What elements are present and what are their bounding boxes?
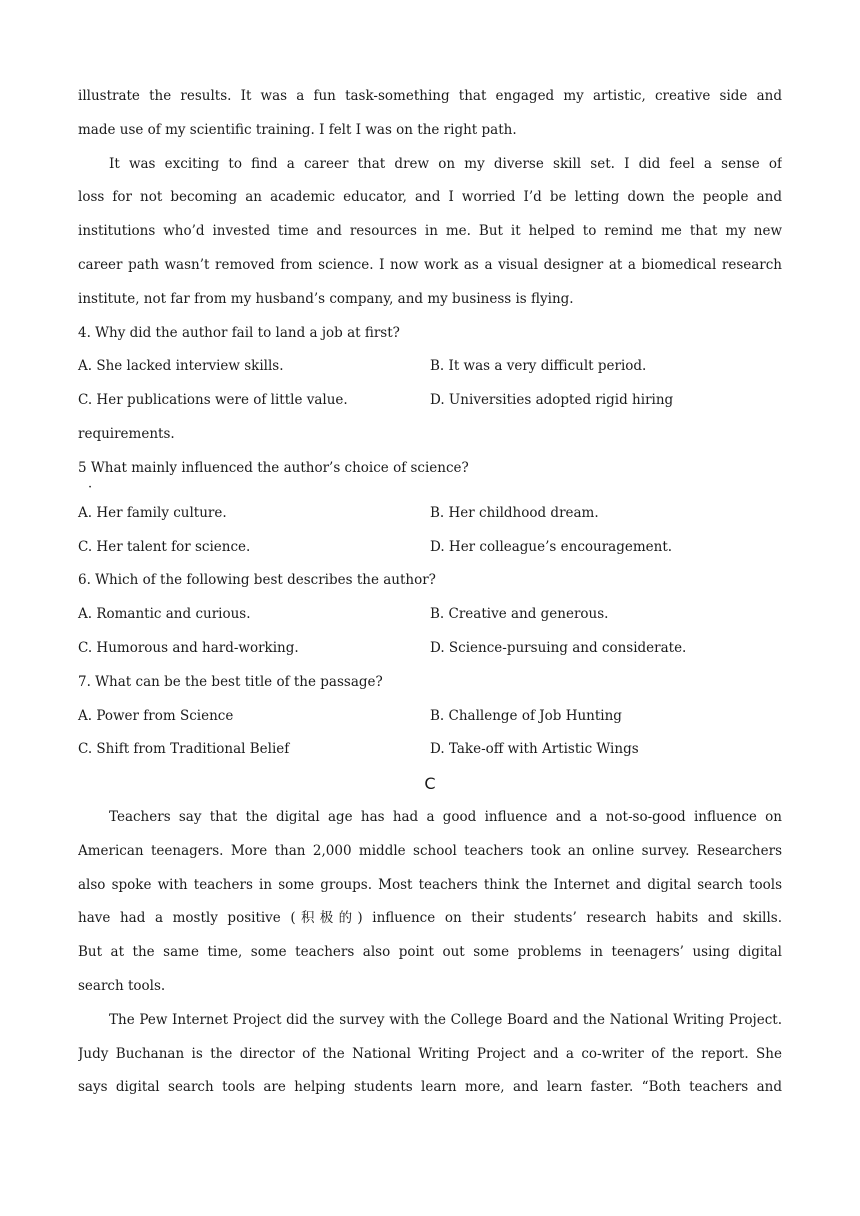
passage-line: loss for not becoming an academic educator, and I worried I’d be letting down the people and [78,189,782,206]
question-5-stem-wrap [78,452,782,497]
passage-line: also spoke with teachers in some groups. Most teachers think the Internet and digital search tools [78,876,782,893]
exam-page [78,80,782,1105]
question-6-options-row [78,598,782,632]
passage-line: Judy Buchanan is the director of the National Writing Project and a co-writer of the report. She [78,1045,782,1062]
question-5-stem: 5 What mainly influenced the author’s choice of science? [78,459,469,476]
question-6-stem: 6. Which of the following best describes the author? [78,572,436,589]
passage-line: But at the same time, some teachers also point out some problems in teenagers’ using digital [78,944,782,961]
option-d: D. Her colleague’s encouragement. [430,538,673,555]
passage-line: career path wasn’t removed from science. I now work as a visual designer at a biomedical research [78,256,782,273]
passage-line: American teenagers. More than 2,000 middle school teachers took an online survey. Researchers [78,842,782,859]
option-b: B. Challenge of Job Hunting [430,707,622,724]
option-b: B. Creative and generous. [430,606,609,623]
section-c-title: C [424,774,436,794]
option-c: C. Her publications were of little value. [78,392,348,409]
question-5-options-row [78,497,782,531]
passage-line: The Pew Internet Project did the survey with the College Board and the National Writing Project. [109,1011,782,1028]
question-7-options-row [78,733,782,767]
question-4-stem: 4. Why did the author fail to land a job at first? [78,324,400,341]
question-4-options-row [78,350,782,384]
question-6-options-row [78,632,782,666]
question-7-stem: 7. What can be the best title of the passage? [78,673,383,690]
option-c: C. Her talent for science. [78,538,251,555]
option-a: A. Romantic and curious. [78,606,251,623]
stray-dot: · [88,479,93,495]
option-b: B. Her childhood dream. [430,504,599,521]
question-4-options-row [78,384,782,418]
option-c: C. Shift from Traditional Belief [78,741,290,758]
option-d: D. Science-pursuing and considerate. [430,639,687,656]
passage-line: have had a mostly positive (积极的) influence on their students’ research habits and skills. [78,910,782,927]
passage-line: It was exciting to find a career that drew on my diverse skill set. I did feel a sense of [109,155,782,172]
question-7-options-row [78,700,782,734]
passage-line: search tools. [78,977,166,994]
option-d: D. Universities adopted rigid hiring [430,392,674,409]
passage-line: made use of my scientific training. I felt I was on the right path. [78,121,517,138]
passage-line: institute, not far from my husband’s company, and my business is flying. [78,290,574,307]
option-d: D. Take-off with Artistic Wings [430,741,639,758]
passage-line: institutions who’d invested time and resources in me. But it helped to remind me that my new [78,223,782,240]
option-c: C. Humorous and hard-working. [78,639,299,656]
option-a: A. She lacked interview skills. [78,358,284,375]
passage-line: Teachers say that the digital age has had a good influence and a not-so-good influence on [109,808,782,825]
question-5-options-row [78,531,782,565]
passage-line: says digital search tools are helping students learn more, and learn faster. “Both teachers and [78,1079,782,1096]
option-d-continued: requirements. [78,425,175,442]
passage-line: illustrate the results. It was a fun task-something that engaged my artistic, creative side and [78,88,782,104]
option-b: B. It was a very difficult period. [430,358,647,375]
option-a: A. Her family culture. [78,504,227,521]
option-a: A. Power from Science [78,707,234,724]
